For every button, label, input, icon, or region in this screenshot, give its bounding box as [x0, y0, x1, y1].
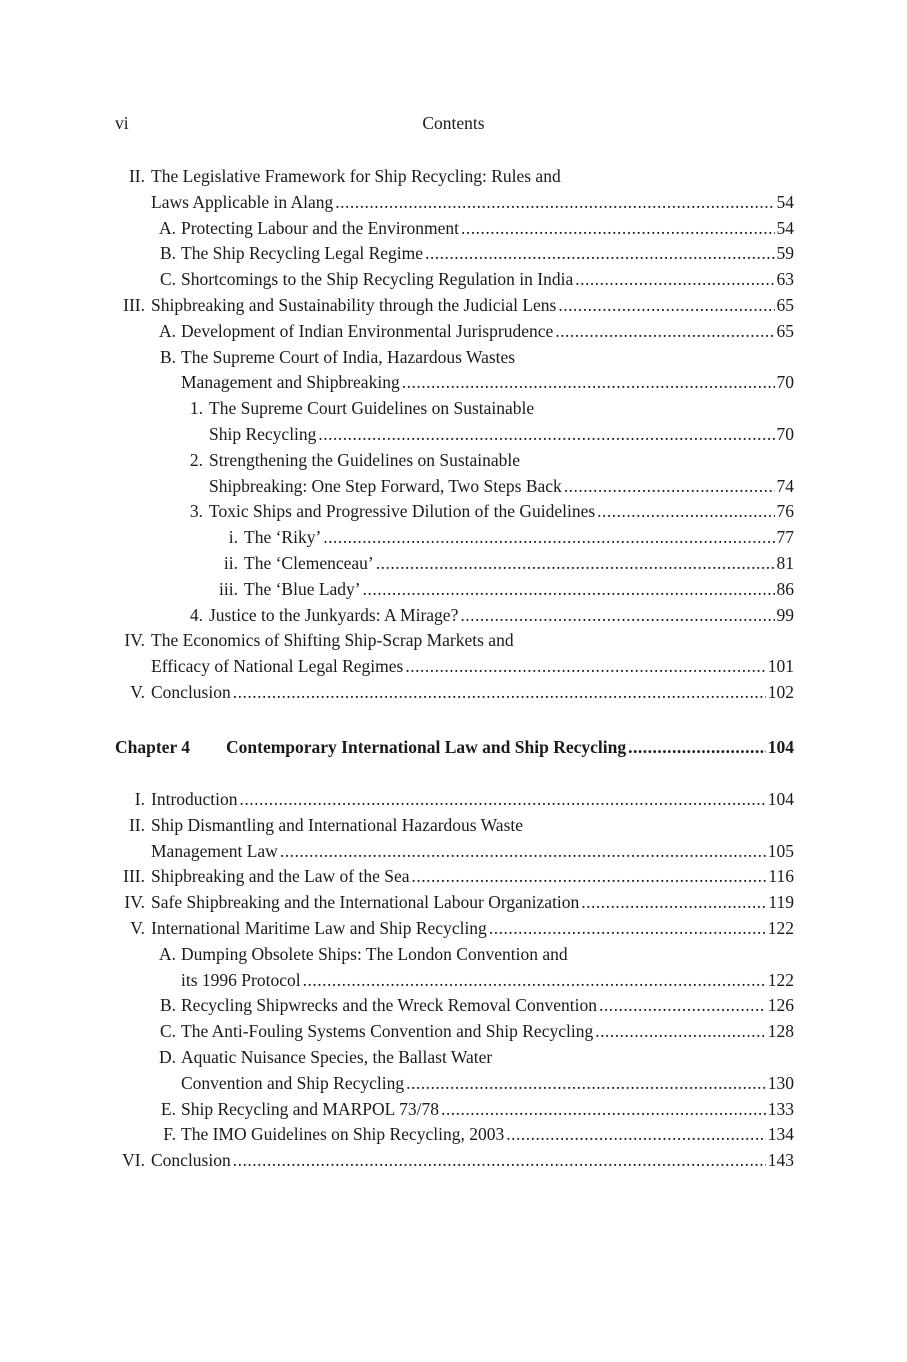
toc-entry-page: 126: [767, 995, 794, 1016]
toc-entry-page: 104: [767, 789, 794, 809]
toc-entry-title: The Economics of Shifting Ship-Scrap Markets and: [151, 630, 514, 651]
leader-dots: [461, 215, 775, 241]
leader-dots: [460, 602, 774, 628]
leader-dots: [489, 915, 766, 941]
toc-entry-page: 63: [776, 269, 794, 290]
toc-entry-title: Justice to the Junkyards: A Mirage?: [209, 604, 459, 625]
leader-dots: [405, 653, 765, 679]
leader-dots: [240, 786, 766, 812]
leader-dots: [402, 369, 775, 395]
toc-entry-title: Management Law: [151, 840, 278, 861]
toc-entry-label: B.: [159, 995, 176, 1016]
leader-dots: [318, 421, 774, 447]
toc-entry-page: 76: [776, 501, 794, 522]
chapter-heading[interactable]: [0, 734, 907, 760]
toc-entry-title: Shipbreaking: One Step Forward, Two Steps Back: [209, 475, 562, 496]
toc-entry-title: Toxic Ships and Progressive Dilution of the Guidelines: [209, 501, 596, 522]
toc-entry-page: 54: [776, 191, 794, 212]
toc-entry-title: Shortcomings to the Ship Recycling Regulation in India: [181, 269, 574, 290]
toc-entry-page: 65: [776, 295, 794, 315]
toc-entry-label: ii.: [223, 553, 238, 573]
toc-entry-page: 102: [767, 682, 794, 702]
toc-entry-page: 77: [776, 527, 794, 548]
toc-entry-title: Aquatic Nuisance Species, the Ballast Water: [181, 1047, 493, 1067]
toc-entry-title: Ship Recycling and MARPOL 73/78: [181, 1098, 439, 1119]
toc-entry-title: Protecting Labour and the Environment: [181, 217, 459, 238]
toc-entry-page: 86: [776, 578, 794, 599]
toc-entry-label: 3.: [189, 501, 203, 522]
toc-entry-page: 130: [767, 1072, 794, 1093]
toc-entry-label: I.: [134, 789, 145, 809]
toc-entry-label: II.: [128, 166, 145, 186]
toc-entry-label: F.: [163, 1124, 176, 1145]
toc-entry-title: The Ship Recycling Legal Regime: [181, 243, 424, 264]
toc-entry-title: The Legislative Framework for Ship Recycling: Rules and: [151, 166, 561, 186]
leader-dots: [599, 992, 766, 1018]
toc-entry-page: 65: [776, 320, 794, 341]
leader-dots: [628, 734, 766, 760]
toc-entry-title: The IMO Guidelines on Ship Recycling, 2003: [181, 1124, 505, 1145]
toc-entry-label: A.: [158, 217, 176, 238]
toc-entry-page: 143: [767, 1150, 794, 1171]
toc-entry-page: 101: [767, 656, 794, 677]
leader-dots: [595, 1018, 766, 1044]
toc-entry-label: C.: [159, 269, 176, 290]
toc-entry-title: The ‘Clemenceau’: [244, 553, 374, 573]
leader-dots: [564, 473, 775, 499]
toc-entry-title: The ‘Blue Lady’: [244, 578, 361, 599]
toc-entry-page: 133: [767, 1098, 794, 1119]
leader-dots: [581, 889, 766, 915]
toc-entry-label: C.: [159, 1021, 176, 1042]
leader-dots: [335, 189, 774, 215]
toc-entry-label: III.: [123, 295, 145, 315]
toc-entry-title: Ship Recycling: [209, 424, 317, 444]
leader-dots: [363, 576, 775, 602]
toc-entry-title: Development of Indian Environmental Jurisprudence: [181, 320, 554, 341]
toc-entry-label: A.: [158, 320, 176, 341]
toc-entry-page: 70: [776, 424, 794, 444]
leader-dots: [575, 266, 774, 292]
toc-entry-page: 122: [767, 918, 794, 938]
toc-entry-label: V.: [130, 682, 145, 702]
leader-dots: [597, 498, 774, 524]
toc-entry-page: 81: [776, 553, 794, 573]
toc-entry-title: Ship Dismantling and International Hazardous Waste: [151, 814, 524, 835]
toc-entry-title: its 1996 Protocol: [181, 969, 301, 990]
toc-entry-label: i.: [228, 527, 238, 548]
leader-dots: [233, 679, 766, 705]
leader-dots: [425, 240, 774, 266]
toc-entry-label: IV.: [124, 630, 145, 651]
toc-entry-page: 105: [767, 840, 794, 861]
toc-entry-page: 119: [768, 892, 794, 913]
leader-dots: [412, 863, 767, 889]
toc-entry-label: VI.: [122, 1150, 145, 1171]
toc-entry-label: 2.: [189, 449, 203, 470]
toc-entry-label: B.: [159, 346, 176, 367]
toc-entry-title: Shipbreaking and Sustainability through the Judicial Lens: [151, 295, 557, 315]
toc-entry-title: The Supreme Court Guidelines on Sustainable: [209, 398, 535, 419]
toc-entry-label: II.: [128, 814, 145, 835]
toc-entry-title: Conclusion: [151, 682, 231, 702]
toc-entry-page: 54: [776, 217, 794, 238]
toc-entry-title: Efficacy of National Legal Regimes: [151, 656, 404, 677]
leader-dots: [441, 1096, 766, 1122]
toc-entry-page: 122: [767, 969, 794, 990]
toc-entry-label: V.: [130, 918, 145, 938]
leader-dots: [555, 318, 774, 344]
toc-entry-title: The ‘Riky’: [244, 527, 322, 548]
leader-dots: [406, 1070, 766, 1096]
toc-entry-title: Introduction: [151, 789, 238, 809]
chapter-page: 104: [767, 737, 794, 757]
toc-entry-label: 4.: [189, 604, 203, 625]
toc-entry-title: Convention and Ship Recycling: [181, 1072, 405, 1093]
toc-entry-page: 74: [776, 475, 794, 496]
toc-entry-title: Safe Shipbreaking and the International Labour Organization: [151, 892, 580, 913]
toc-entry-label: E.: [160, 1098, 176, 1119]
toc-entry-title: International Maritime Law and Ship Recycling: [151, 918, 487, 938]
running-title: Contents: [422, 113, 485, 133]
toc-entry-title: Recycling Shipwrecks and the Wreck Removal Convention: [181, 995, 597, 1016]
toc-entry-label: III.: [123, 866, 145, 887]
toc-entry-title: The Anti-Fouling Systems Convention and Ship Recycling: [181, 1021, 594, 1042]
toc-entry-label: IV.: [124, 892, 145, 913]
toc-entry-page: 70: [776, 372, 794, 393]
toc-entry-page: 134: [767, 1124, 794, 1145]
chapter-label: Chapter 4: [115, 737, 191, 757]
leader-dots: [280, 838, 766, 864]
page-number: vi: [115, 113, 129, 133]
toc-entry-label: D.: [158, 1047, 176, 1067]
toc-entry-page: 99: [776, 604, 794, 625]
leader-dots: [323, 524, 774, 550]
toc-entry-page: 59: [776, 243, 794, 264]
toc-entry-label: 1.: [189, 398, 203, 419]
toc-entry-page: 128: [767, 1021, 794, 1042]
leader-dots: [506, 1121, 766, 1147]
leader-dots: [233, 1147, 766, 1173]
toc-entry-title: Laws Applicable in Alang: [151, 191, 334, 212]
toc-entry-title: Management and Shipbreaking: [181, 372, 400, 393]
leader-dots: [303, 967, 766, 993]
toc-entry-title: Dumping Obsolete Ships: The London Convention and: [181, 943, 568, 964]
toc-entry-page: 116: [768, 866, 794, 887]
chapter-title: Contemporary International Law and Ship Recycling: [226, 737, 627, 757]
toc-entry-title: Strengthening the Guidelines on Sustainable: [209, 449, 521, 470]
toc-entry-title: Shipbreaking and the Law of the Sea: [151, 866, 410, 887]
leader-dots: [376, 550, 775, 576]
toc-entry-label: iii.: [219, 578, 238, 599]
toc-entry-label: B.: [159, 243, 176, 264]
toc-entry-label: A.: [158, 943, 176, 964]
leader-dots: [558, 292, 774, 318]
toc-entry-title: Conclusion: [151, 1150, 231, 1171]
toc-entry-title: The Supreme Court of India, Hazardous Wastes: [181, 346, 516, 367]
